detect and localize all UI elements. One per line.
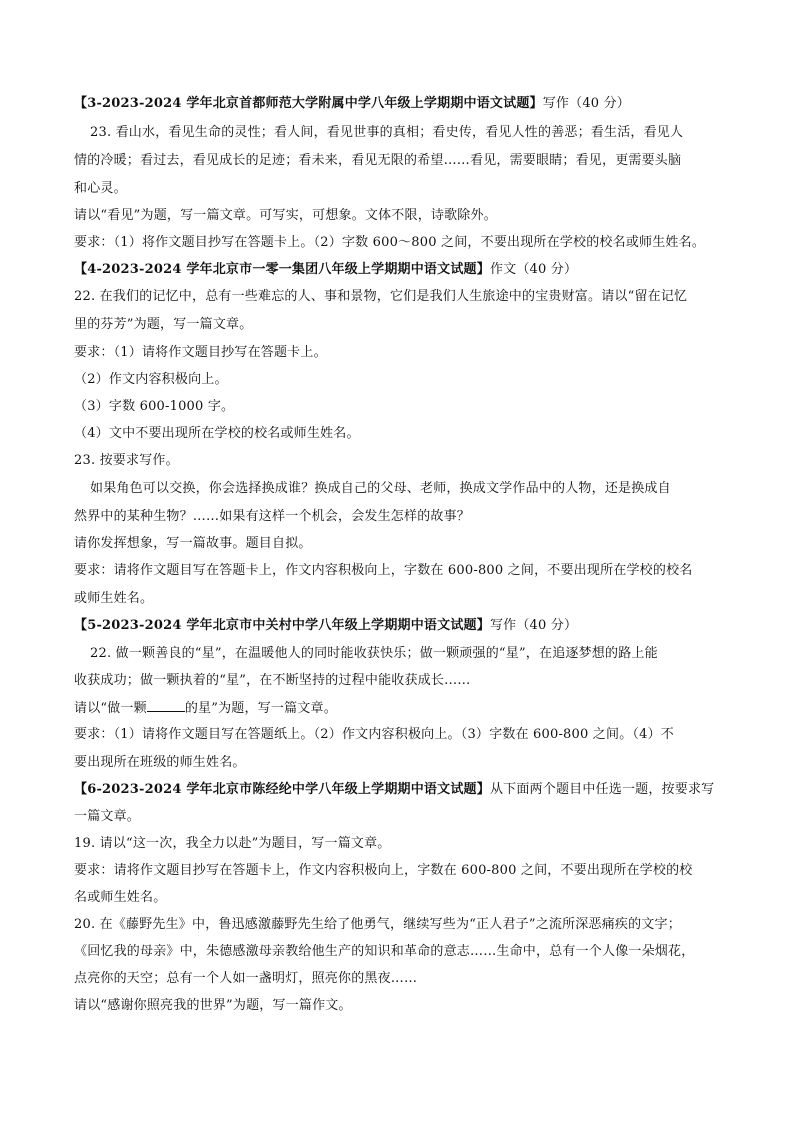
section-4-source: 【4-2023-2024 学年北京市一零一集团八年级上学期期中语文试题】 [74,262,490,277]
title-prompt-start: 请以“做一颗 [74,701,147,716]
section-3-line: 要求：（1）将作文题目抄写在答题卡上。（2）字数 600～800 之间，不要出现所在学校的校名或师生姓名。 [74,235,706,250]
section-6-line: 要求：请将作文题目抄写在答题卡上，作文内容积极向上，字数在 600-800 之间，不要出现所在学校的校 [74,863,693,878]
section-4-task: 作文（40 分） [489,262,578,277]
section-4-line: 如果角色可以交换，你会选择换成谁？换成自己的父母、老师，换成文学作品中的人物，还是换成自 [90,481,671,496]
section-5-source: 【5-2023-2024 学年北京市中关村中学八年级上学期期中语文试题】 [74,618,490,633]
section-6-line: 名或师生姓名。 [74,890,167,905]
section-3-task: 写作（40 分） [542,96,631,111]
section-4-line: 里的芬芳”为题，写一篇文章。 [74,317,253,332]
section-6-source: 【6-2023-2024 学年北京市陈经纶中学八年级上学期期中语文试题】 [74,782,490,797]
section-5-line: 收获成功；做一颗执着的“星”，在不断坚持的过程中能收获成长…… [74,673,471,688]
section-4-line: 或师生姓名。 [74,591,154,606]
section-6-line: 20. 在《藤野先生》中，鲁迅感激藤野先生给了他勇气，继续写些为“正人君子”之流所深恶痛疾的文字； [74,917,681,932]
section-6-line: 点亮你的天空；总有一个人如一盏明灯，照亮你的黑夜…… [74,971,418,986]
fill-in-blank [147,699,185,712]
section-6-line: 请以“感谢你照亮我的世界”为题，写一篇作文。 [74,998,352,1013]
section-5-title-prompt [74,699,732,717]
section-6-header [74,781,732,799]
section-4-line: 要求：请将作文题目写在答题卡上，作文内容积极向上，字数在 600-800 之间，不要出现所在学校的校名 [74,563,693,578]
title-prompt-end: 的星”为题，写一篇文章。 [184,701,337,716]
section-6-line: 《回忆我的母亲》中，朱德感激母亲教给他生产的知识和革命的意志……生命中，总有一个人像一朵烟花， [74,944,695,959]
section-4-line: （2）作文内容积极向上。 [74,372,228,387]
section-4-line: （4）文中不要出现所在学校的校名或师生姓名。 [74,426,360,441]
section-4-line: 请你发挥想象，写一篇故事。题目自拟。 [74,536,312,551]
section-4-header [74,261,732,279]
section-5-line: 22. 做一颗善良的“星”，在温暖他人的同时能收获快乐；做一颗顽强的“星”，在追逐梦想的路上能 [90,646,658,661]
section-5-task: 写作（40 分） [489,618,578,633]
section-4-line: 然界中的某种生物？……如果有这样一个机会，会发生怎样的故事？ [74,509,471,524]
section-4-line: 要求：（1）请将作文题目抄写在答题卡上。 [74,345,327,360]
section-6-line: 一篇文章。 [74,809,141,824]
section-3-line: 和心灵。 [74,181,127,196]
section-4-line: （3）字数 600-1000 字。 [74,399,235,414]
section-4-line: 22. 在我们的记忆中，总有一些难忘的人、事和景物，它们是我们人生旅途中的宝贵财富。请以“留在记忆 [74,289,688,304]
section-5-line: 要求：（1）请将作文题目写在答题纸上。（2）作文内容积极向上。（3）字数在 600-800 之间。（4）不 [74,727,674,742]
section-5-line: 要出现所在班级的师生姓名。 [74,755,246,770]
section-3-line: 情的冷暖；看过去，看见成长的足迹；看未来，看见无限的希望……看见，需要眼睛；看见，更需要头脑 [74,153,682,168]
section-4-line: 23. 按要求写作。 [74,453,179,468]
section-3-line: 请以“看见”为题，写一篇文章。可写实，可想象。文体不限，诗歌除外。 [74,208,497,223]
section-6-line: 19. 请以“这一次，我全力以赴”为题目，写一篇文章。 [74,836,391,851]
section-3-header [74,95,732,113]
section-5-header [74,617,732,635]
section-6-task: 从下面两个题目中任选一题，按要求写 [489,782,715,797]
section-3-line: 23. 看山水，看见生命的灵性；看人间，看见世事的真相；看史传，看见人性的善恶；看生活，看见人 [90,125,684,140]
section-3-source: 【3-2023-2024 学年北京首都师范大学附属中学八年级上学期期中语文试题】 [74,96,543,111]
